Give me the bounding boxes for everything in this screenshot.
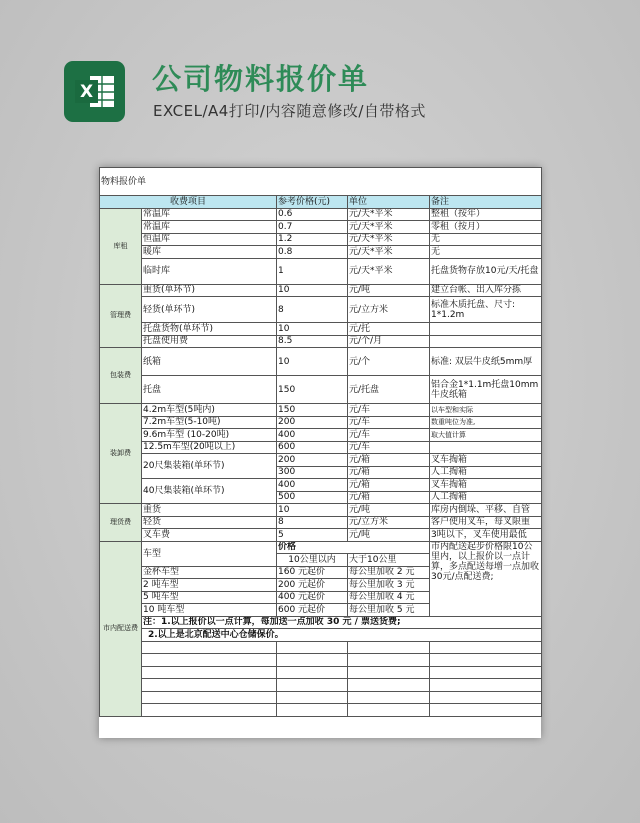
unit-cell: 元/箱	[348, 491, 430, 504]
item-cell: 托盘	[142, 376, 277, 404]
empty-cell	[348, 666, 430, 679]
unit-cell: 元/箱	[348, 466, 430, 479]
unit-cell: 元/个	[348, 348, 430, 376]
table-row	[100, 221, 542, 234]
empty-cell	[348, 704, 430, 717]
item-cell: 重货(单环节)	[142, 284, 277, 297]
unit-cell: 元/天*平米	[348, 233, 430, 246]
note-cell: 建立台帐、出入库分拣	[430, 284, 542, 297]
extra-price-cell: 每公里加收 5 元	[348, 604, 430, 617]
column-header-note: 备注	[430, 196, 542, 209]
note-cell: 无	[430, 233, 542, 246]
item-cell: 常温库	[142, 208, 277, 221]
unit-cell: 元/吨	[348, 504, 430, 517]
vehicle-cell: 2 吨车型	[142, 579, 277, 592]
svg-text:X: X	[79, 82, 94, 102]
price-cell: 150	[277, 376, 348, 404]
table-row	[100, 541, 542, 554]
empty-cell	[142, 654, 277, 667]
price-cell: 10	[277, 323, 348, 336]
category-loading: 装卸费	[100, 404, 142, 504]
table-row	[100, 479, 542, 492]
price-cell: 10	[277, 284, 348, 297]
empty-cell	[277, 666, 348, 679]
unit-cell: 元/托	[348, 323, 430, 336]
empty-cell	[277, 704, 348, 717]
empty-cell	[430, 704, 542, 717]
base-price-cell: 200 元起价	[277, 579, 348, 592]
quote-table	[99, 167, 542, 717]
empty-cell	[277, 679, 348, 692]
price-cell: 200	[277, 416, 348, 429]
empty-row	[100, 666, 542, 679]
item-cell: 托盘使用费	[142, 335, 277, 348]
item-cell: 临时库	[142, 258, 277, 284]
table-row	[100, 208, 542, 221]
price-cell: 1	[277, 258, 348, 284]
extra-price-cell: 每公里加收 4 元	[348, 591, 430, 604]
header-row	[100, 196, 542, 209]
note-cell: 取大值计算	[430, 429, 542, 442]
price-cell: 400	[277, 429, 348, 442]
note-cell: 3吨以下，叉车使用最低	[430, 529, 542, 542]
table-row	[100, 629, 542, 642]
price-cell: 1.2	[277, 233, 348, 246]
page-subtitle: EXCEL/A4打印/内容随意修改/自带格式	[153, 102, 426, 120]
base-price-cell: 160 元起价	[277, 566, 348, 579]
note-cell: 铝合金1*1.1m托盘10mm牛皮纸箱	[430, 376, 542, 404]
empty-cell	[430, 654, 542, 667]
empty-cell	[142, 641, 277, 654]
table-row	[100, 416, 542, 429]
table-row	[100, 376, 542, 404]
unit-cell: 元/车	[348, 429, 430, 442]
note-cell: 标准: 双层牛皮纸5mm厚	[430, 348, 542, 376]
empty-cell	[142, 679, 277, 692]
unit-cell: 元/车	[348, 416, 430, 429]
sheet-title: 物料报价单	[100, 168, 542, 196]
item-cell: 纸箱	[142, 348, 277, 376]
empty-cell	[430, 679, 542, 692]
note-cell: 以车型和实际	[430, 404, 542, 417]
empty-cell	[348, 691, 430, 704]
item-cell: 托盘货物(单环节)	[142, 323, 277, 336]
category-management: 管理费	[100, 284, 142, 348]
empty-cell	[430, 666, 542, 679]
table-row	[100, 441, 542, 454]
unit-cell: 元/立方米	[348, 297, 430, 323]
price-cell: 8.5	[277, 335, 348, 348]
note-cell: 无	[430, 246, 542, 259]
column-header-price: 参考价格(元)	[277, 196, 348, 209]
table-row	[100, 504, 542, 517]
category-delivery: 市内配送费	[100, 541, 142, 716]
note-cell: 零租（按月）	[430, 221, 542, 234]
price-cell: 0.6	[277, 208, 348, 221]
note-cell: 库房内倒垛、平移、自管	[430, 504, 542, 517]
table-row	[100, 233, 542, 246]
note-cell	[430, 323, 542, 336]
empty-cell	[142, 666, 277, 679]
item-cell: 常温库	[142, 221, 277, 234]
price-cell: 600	[277, 441, 348, 454]
price-cell: 8	[277, 297, 348, 323]
item-cell: 12.5m车型(20吨以上)	[142, 441, 277, 454]
note-cell: 人工掏箱	[430, 491, 542, 504]
price-cell: 300	[277, 466, 348, 479]
item-cell: 轻货(单环节)	[142, 297, 277, 323]
note-cell: 托盘货物存放10元/天/托盘	[430, 258, 542, 284]
unit-cell: 元/天*平米	[348, 258, 430, 284]
unit-cell: 元/吨	[348, 529, 430, 542]
table-row	[100, 284, 542, 297]
column-header-item: 收费项目	[100, 196, 277, 209]
note-cell: 标准木质托盘、尺寸: 1*1.2m	[430, 297, 542, 323]
base-price-cell: 400 元起价	[277, 591, 348, 604]
column-header-unit: 单位	[348, 196, 430, 209]
table-row	[100, 616, 542, 629]
table-row	[100, 297, 542, 323]
unit-cell: 元/车	[348, 441, 430, 454]
note-cell: 客户使用叉车，每叉限重	[430, 516, 542, 529]
sheet-title-row	[100, 168, 542, 196]
item-cell: 20尺集装箱(单环节)	[142, 454, 277, 479]
item-cell: 9.6m车型 (10-20吨)	[142, 429, 277, 442]
vehicle-cell: 5 吨车型	[142, 591, 277, 604]
empty-row	[100, 679, 542, 692]
item-cell: 轻货	[142, 516, 277, 529]
price-cell: 0.7	[277, 221, 348, 234]
empty-cell	[142, 704, 277, 717]
vehicle-cell: 金杯车型	[142, 566, 277, 579]
distance-over-header: 大于10公里	[348, 554, 430, 567]
price-header: 价格	[277, 541, 430, 554]
item-cell: 重货	[142, 504, 277, 517]
delivery-note: 市内配送起步价格限10公里内，以上报价以一点计算，多点配送每增一点加收30元/点配送费;	[430, 541, 542, 616]
note-cell	[430, 441, 542, 454]
price-cell: 10	[277, 504, 348, 517]
base-price-cell: 600 元起价	[277, 604, 348, 617]
unit-cell: 元/个/月	[348, 335, 430, 348]
price-cell: 0.8	[277, 246, 348, 259]
category-handling: 理货费	[100, 504, 142, 542]
empty-row	[100, 654, 542, 667]
distance-within-header: 10公里以内	[277, 554, 348, 567]
table-row	[100, 429, 542, 442]
category-storage: 库租	[100, 208, 142, 284]
table-row	[100, 323, 542, 336]
note-cell: 叉车掏箱	[430, 454, 542, 467]
empty-cell	[348, 679, 430, 692]
vehicle-type-header: 车型	[142, 541, 277, 566]
note-cell: 整租（按年）	[430, 208, 542, 221]
item-cell: 叉车费	[142, 529, 277, 542]
unit-cell: 元/托盘	[348, 376, 430, 404]
excel-logo-icon	[64, 61, 125, 122]
empty-row	[100, 691, 542, 704]
empty-row	[100, 704, 542, 717]
vehicle-cell: 10 吨车型	[142, 604, 277, 617]
table-row	[100, 529, 542, 542]
price-cell: 150	[277, 404, 348, 417]
unit-cell: 元/车	[348, 404, 430, 417]
table-row	[100, 348, 542, 376]
unit-cell: 元/天*平米	[348, 221, 430, 234]
empty-cell	[348, 654, 430, 667]
item-cell: 暖库	[142, 246, 277, 259]
item-cell: 40尺集装箱(单环节)	[142, 479, 277, 504]
table-row	[100, 454, 542, 467]
footnote-1: 注：1.以上报价以一点计算，每加送一点加收 30 元 / 票送货费;	[142, 616, 542, 629]
empty-cell	[277, 654, 348, 667]
table-row	[100, 258, 542, 284]
table-row	[100, 516, 542, 529]
note-cell: 人工掏箱	[430, 466, 542, 479]
table-row	[100, 404, 542, 417]
category-packaging: 包装费	[100, 348, 142, 404]
page-title: 公司物料报价单	[152, 62, 370, 96]
price-cell: 400	[277, 479, 348, 492]
price-cell: 8	[277, 516, 348, 529]
price-cell: 500	[277, 491, 348, 504]
unit-cell: 元/立方米	[348, 516, 430, 529]
note-cell	[430, 335, 542, 348]
extra-price-cell: 每公里加收 2 元	[348, 566, 430, 579]
item-cell: 恒温库	[142, 233, 277, 246]
empty-row	[100, 641, 542, 654]
price-cell: 5	[277, 529, 348, 542]
item-cell: 4.2m车型(5吨内)	[142, 404, 277, 417]
empty-cell	[348, 641, 430, 654]
table-row	[100, 335, 542, 348]
empty-cell	[277, 691, 348, 704]
unit-cell: 元/箱	[348, 454, 430, 467]
price-cell: 200	[277, 454, 348, 467]
item-cell: 7.2m车型(5-10吨)	[142, 416, 277, 429]
unit-cell: 元/吨	[348, 284, 430, 297]
unit-cell: 元/箱	[348, 479, 430, 492]
note-cell: 叉车掏箱	[430, 479, 542, 492]
empty-cell	[277, 641, 348, 654]
extra-price-cell: 每公里加收 3 元	[348, 579, 430, 592]
empty-cell	[430, 691, 542, 704]
footnote-2: 2.以上是北京配送中心仓储保价。	[142, 629, 542, 642]
spreadsheet-preview	[99, 167, 541, 738]
table-row	[100, 246, 542, 259]
empty-cell	[142, 691, 277, 704]
price-cell: 10	[277, 348, 348, 376]
empty-cell	[430, 641, 542, 654]
note-cell: 数重吨位为准,	[430, 416, 542, 429]
unit-cell: 元/天*平米	[348, 208, 430, 221]
unit-cell: 元/天*平米	[348, 246, 430, 259]
